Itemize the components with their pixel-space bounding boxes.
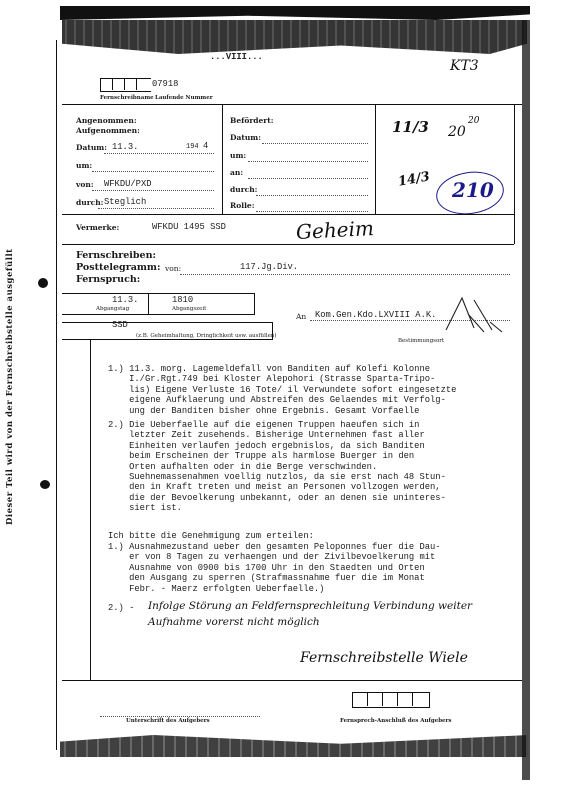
abgangszeit-value: 1810	[172, 295, 194, 305]
message-paragraph-1: 1.) 11.3. morg. Lagemeldefall von Banditen auf Kolefi Kolonne I./Gr.Rgt.749 bei Kloster Alepohori (Strasse Sparta-Tripo- lis) Eigene Verluste 16 Tote/ il Verwundete sofort eingesetzte eigene Aufklaerung und Abstreifen des Gelaendes mit Verfolg- ung der Banditen bisher ohne Ergebnis. Gesamt Vorfaelle	[108, 364, 457, 416]
abgangstag-value: 11.3.	[112, 295, 139, 305]
scan-bottom-edge	[60, 735, 528, 757]
an-label: An	[296, 312, 307, 321]
scan-top-edge	[60, 6, 530, 20]
year-suffix: 4	[203, 141, 209, 151]
punch-hole	[38, 278, 48, 288]
vermerke-handwritten: Geheim	[295, 215, 375, 245]
abgangstag-label: Abgangstag	[96, 306, 130, 312]
time-sup-mark: 20	[468, 116, 480, 126]
datum-value: 11.3.	[112, 142, 139, 152]
dringlichkeit-value: SSD	[112, 320, 128, 330]
aufgenommen-label: Aufgenommen:	[76, 126, 140, 135]
fernschreiben-label: Fernschreiben:	[76, 250, 156, 261]
request-item-2-handwritten-2: Aufnahme vorerst nicht möglich	[148, 616, 320, 628]
durch-value: Steglich	[104, 197, 147, 207]
dringlichkeit-label: (z.B. Geheimhaltung, Dringlichkeit usw. ausfüllen)	[136, 333, 277, 339]
fwd-durch-label: durch:	[230, 185, 258, 194]
year-value: 194	[186, 143, 199, 151]
top-code: ...VIII...	[210, 52, 263, 62]
laufende-nummer-label: Laufende Nummer	[155, 95, 213, 101]
channels-von-value: 117.Jg.Div.	[240, 262, 299, 272]
vermerke-label: Vermerke:	[76, 223, 120, 232]
fraction-mark: 11/3	[392, 118, 429, 136]
punch-hole	[40, 480, 50, 489]
um-label: um:	[76, 161, 93, 170]
message-paragraph-2: 2.) Die Ueberfaelle auf die eigenen Truppen haeufen sich in letzter Zeit zusehends. Bisherige Unternehmen fast aller Einheiten verlaufen jedoch ergebnislos, da sich Banditen beim Erscheinen der Truppe als harmlose Buerger in den Orten aufhalten oder in die Berge verschwinden. Suehnemassenahmen voellig nutzlos, da sie erst nach 48 Stun- den in Kraft treten und meist an Personen vollzogen werden, die der Bevoelkerung unbekannt, oder an denen sie uninteres- siert ist.	[108, 420, 446, 514]
datum-label: Datum:	[76, 143, 107, 152]
side-note-rule	[56, 40, 57, 750]
scan-right-edge	[522, 20, 530, 780]
vermerke-value: WFKDU 1495 SSD	[152, 222, 226, 232]
sender-number: 07918	[152, 79, 179, 89]
fwd-datum-label: Datum:	[230, 133, 261, 142]
fernspruch-label: Fernspruch:	[76, 274, 141, 285]
unterschrift-label: Unterschrift des Aufgebers	[126, 718, 210, 724]
an-value: Kom.Gen.Kdo.LXVIII A.K.	[315, 310, 437, 320]
scan-top-band	[62, 20, 527, 54]
fernschreibname-label: Fernschreibname	[100, 95, 154, 101]
request-item-2-prefix: 2.) -	[108, 603, 135, 613]
request-item-2-handwritten-1: Infolge Störung an Feldfernsprechleitung Verbindung weiter	[148, 600, 473, 612]
fwd-an-label: an:	[230, 168, 244, 177]
abgangszeit-label: Abgangszeit	[172, 306, 207, 312]
befoerdert-label: Befördert:	[230, 116, 274, 125]
signature: Fernschreibstelle Wiele	[300, 650, 468, 666]
bestimmungsort-label: Bestimmungsort	[398, 338, 445, 344]
anschluss-label: Fernsprech-Anschluß des Aufgebers	[340, 718, 452, 724]
request-item-1: 1.) Ausnahmezustand ueber den gesamten Peloponnes fuer die Dau- er von 8 Tagen zu verhaengen und der Zivilbevoelkerung mit Ausnahme von 0900 bis 1700 Uhr in den Staedten und Orten den Ausgang zu sperren (Strafmassnahme fuer die im Monat Febr. - Maerz erfolgten Ueberfaelle.)	[108, 542, 441, 594]
von-label: von:	[76, 180, 94, 189]
anschluss-box	[352, 692, 430, 708]
request-intro: Ich bitte die Genehmigung zum erteilen:	[108, 531, 314, 541]
corner-mark: KT3	[450, 58, 479, 74]
tick-marks	[440, 292, 510, 336]
side-note: Dieser Teil wird von der Fernschreibstelle ausgefüllt	[5, 248, 15, 525]
posttelegramm-label: Posttelegramm:	[76, 262, 161, 273]
time-mark: 20	[448, 124, 466, 140]
von-value: WFKDU/PXD	[104, 179, 152, 189]
durch-label: durch:	[76, 198, 104, 207]
circled-number: 210	[452, 178, 494, 202]
channels-von-label: von:	[165, 264, 182, 273]
angenommen-label: Angenommen:	[76, 116, 137, 125]
sender-number-box	[100, 78, 151, 92]
fwd-um-label: um:	[230, 151, 247, 160]
fwd-rolle-label: Rolle:	[230, 201, 255, 210]
initials-mark: 14/3	[396, 169, 431, 190]
